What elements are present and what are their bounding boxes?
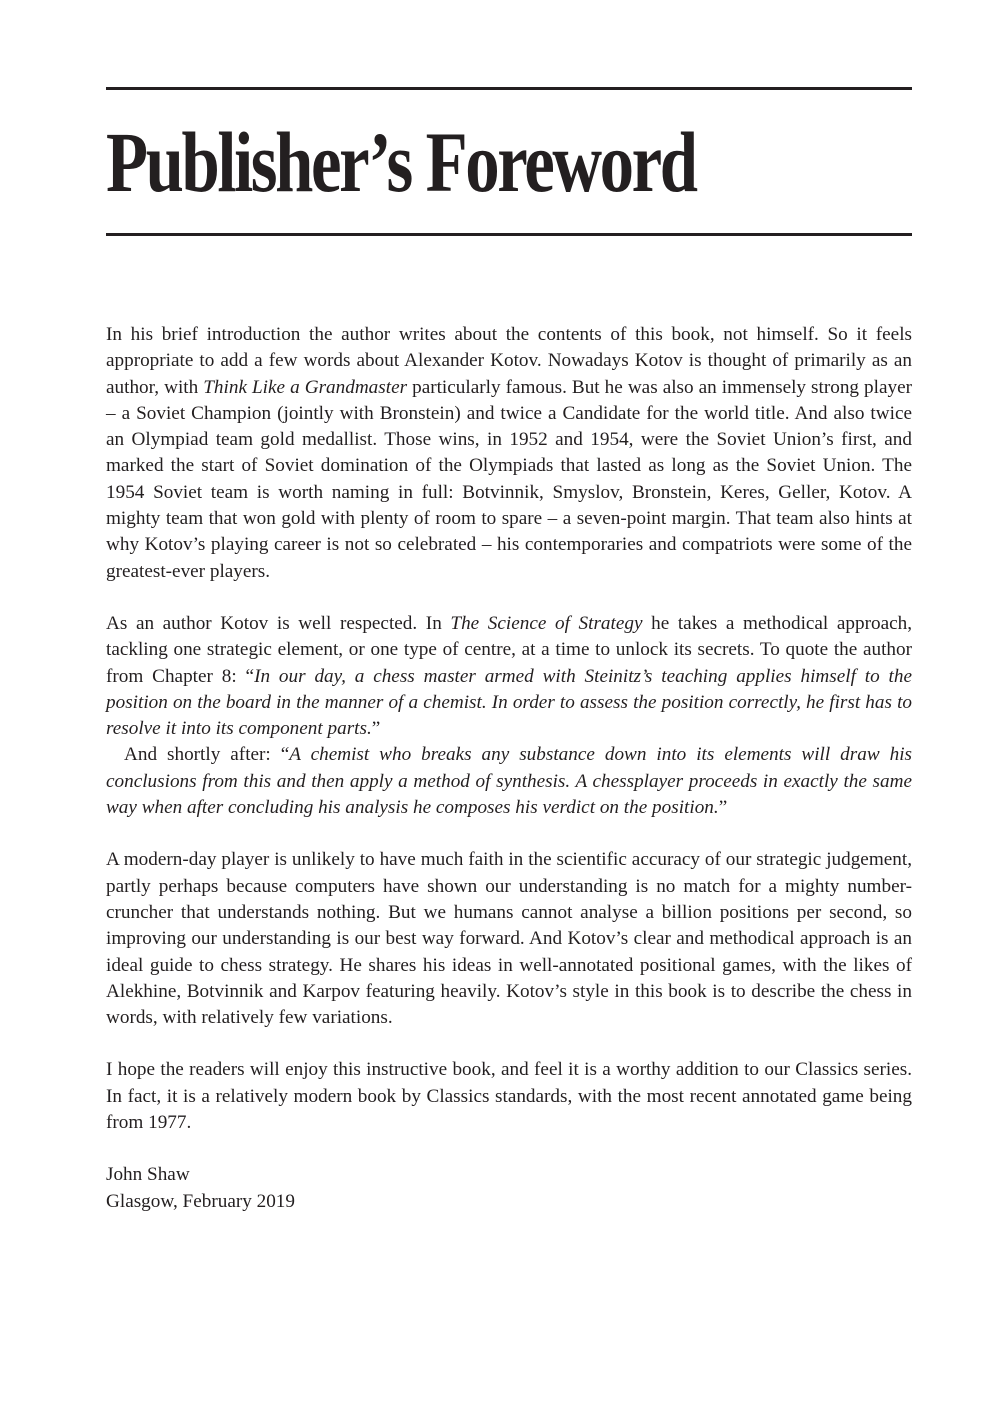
paragraph-chemist-quote [106, 742, 912, 821]
quotation: A chemist who breaks any substance down into its elements will draw his conclusions from this and then apply a method of synthesis. A chessplayer proceeds in exactly the same way when after concluding his analysis he composes his verdict on the position. [106, 744, 912, 819]
paragraph-author-respect [106, 611, 912, 742]
top-rule [106, 87, 912, 90]
paragraph-text: he takes a methodical approach, tackling one strategic element, or one type of centre, at a time to unlock its secrets. To quote the author from Chapter 8: “ [106, 612, 912, 687]
bottom-rule [106, 233, 912, 236]
paragraph-text: In his brief introduction the author writes about the contents of this book, not himself. So it feels appropriate to add a few words about Alexander Kotov. Nowadays Kotov is thought of primarily as an author, with [106, 324, 912, 398]
paragraph-modern-player: A modern-day player is unlikely to have much faith in the scientific accuracy of our strategic judgement, partly perhaps because computers have shown our understanding is no match for a mighty number-cruncher that understands nothing. But we humans cannot analyse a billion positions per second, so improving our understanding is our best way forward. And Kotov’s clear and methodical approach is an ideal guide to chess strategy. He shares his ideas in well-annotated positional games, with the likes of Alekhine, Botvinnik and Karpov featuring heavily. Kotov’s style in this book is to describe the chess in words, with relatively few variations. [106, 849, 912, 1029]
paragraph-text: And shortly after: “ [124, 744, 290, 766]
closing-quote-mark: ” [718, 797, 728, 819]
book-title: The Science of Strategy [450, 612, 643, 634]
signature-place-date: Glasgow, February 2019 [106, 1190, 295, 1212]
book-title: Think Like a Grandmaster [203, 376, 408, 398]
page-title: Publisher’s Foreword [106, 114, 696, 210]
paragraph-kotov-biography [106, 322, 912, 585]
paragraph-text: As an author Kotov is well respected. In [106, 612, 451, 634]
signature-name: John Shaw [106, 1164, 190, 1186]
foreword-body [106, 322, 912, 1215]
paragraph-text: particularly famous. But he was also an immensely strong player – a Soviet Champion (jointly with Bronstein) and twice a Candidate for the world title. And also twice an Olympiad team gold medallist. Those wins, in 1952 and 1954, were the Soviet Union’s first, and marked the start of Soviet domination of the Olympiads that lasted as long as the Soviet Union. The 1954 Soviet team is worth naming in full: Botvinnik, Smyslov, Bronstein, Keres, Geller, Kotov. A mighty team that won gold with plenty of room to spare – a seven-point margin. That team also hints at why Kotov’s playing career is not so celebrated – his contemporaries and compatriots were some of the greatest-ever players. [106, 376, 913, 582]
closing-quote-mark: ” [371, 718, 381, 740]
paragraph-hope: I hope the readers will enjoy this instructive book, and feel it is a worthy addition to our Classics series. In fact, it is a relatively modern book by Classics standards, with the most recent annotated game being from 1977. [106, 1059, 912, 1134]
quotation: In our day, a chess master armed with Steinitz’s teaching applies himself to the position on the board in the manner of a chemist. In order to assess the position correctly, he first has to resolve it into its component parts. [106, 665, 912, 740]
